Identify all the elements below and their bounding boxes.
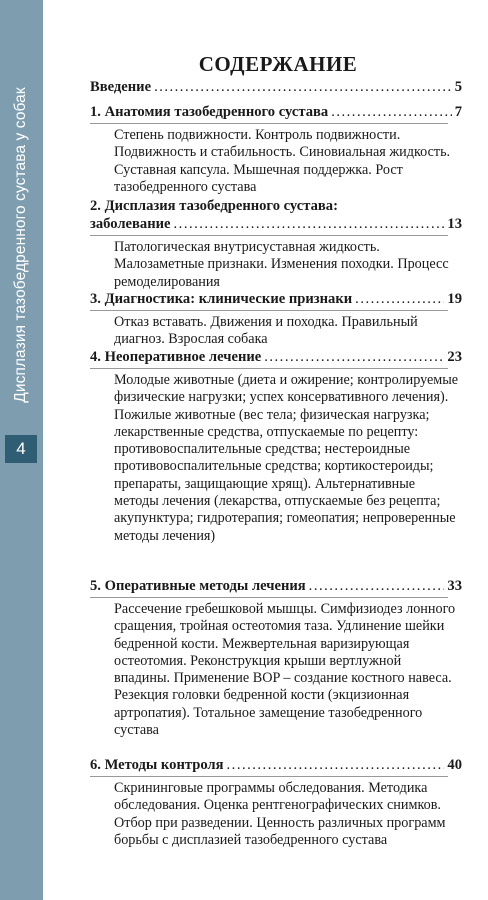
divider: [90, 235, 448, 236]
toc-entry-title: Введение: [90, 79, 152, 95]
dot-leader: [309, 577, 445, 595]
toc-entry-title: 4. Неоперативное лечение: [90, 349, 262, 365]
divider: [90, 123, 448, 124]
dot-leader: [154, 78, 452, 96]
divider: [90, 368, 448, 369]
toc-entry-description: Отказ вставать. Движения и походка. Правильный диагноз. Взрослая собака: [114, 314, 418, 348]
toc-entry-title: 6. Методы контроля: [90, 757, 224, 773]
toc-entry-page: 5: [454, 79, 462, 95]
toc-entry-title: 5. Оперативные методы лечения: [90, 578, 306, 594]
page-number: 4: [5, 435, 37, 463]
toc-entry-title: 3. Диагностика: клинические признаки: [90, 291, 353, 307]
divider: [90, 597, 448, 598]
dot-leader: [355, 290, 444, 308]
toc-entry: [90, 78, 462, 96]
toc-entry-title: 2. Дисплазия тазобедренного сустава:: [90, 198, 338, 214]
running-title: Дисплазия тазобедренного сустава у собак: [12, 87, 29, 403]
dot-leader: [331, 103, 452, 121]
toc-entry-page: 40: [447, 757, 462, 773]
toc-entry-description: Степень подвижности. Контроль подвижности. Подвижность и стабильность. Синовиальная жидкость. Суставная капсула. Мышечная поддержка. Рост тазобедренного сустава: [114, 127, 451, 195]
toc-entry-page: 7: [454, 104, 462, 120]
toc-entry-page: 23: [447, 349, 462, 365]
dot-leader: [264, 348, 444, 366]
toc-entry-title: 1. Анатомия тазобедренного сустава: [90, 104, 329, 120]
toc-entry-description: Рассечение гребешковой мышцы. Симфизиодез лонного сращения, тройная остеотомия таза. Удлинение шейки бедренной кости. Межвертельная варизирующая остеотомия. Реконструкция крыши вертлужной впадины. Применение BOP – создание костного навеса. Резекция головки бедренной кости (экцизионная артропатия). Тотальное замещение тазобедренного сустава: [114, 601, 456, 739]
toc-entry: [90, 348, 462, 545]
toc-entry: [90, 103, 462, 196]
toc-entry-page: 19: [447, 291, 462, 307]
side-strip: [0, 0, 43, 900]
toc-entry-description: Молодые животные (диета и ожирение; контролируемые физические нагрузки; успех консервативного лечения). Пожилые животные (вес тела; физическая нагрузка; лекарственные средства, отпускаемые по рецепту: противовоспалительные средства; нестероидные противовоспалительные средства; кортикостероиды; препараты, защищающие хрящ). Альтернативные методы лечения (лекарства, отпускаемые без рецепта; акупунктура; гидротерапия; гомеопатия; непроверенные методы лечения): [114, 372, 459, 544]
toc-entry: [90, 577, 462, 739]
divider: [90, 776, 448, 777]
toc-entry-description: Скрининговые программы обследования. Методика обследования. Оценка рентгенографических снимков. Отбор при разведении. Ценность различных программ борьбы с дисплазией тазобедренного сустава: [114, 780, 446, 848]
toc-entry: [90, 756, 462, 849]
toc-entry: [90, 290, 462, 349]
toc-entry-page: 33: [447, 578, 462, 594]
dot-leader: [227, 756, 445, 774]
toc-entry-description: Патологическая внутрисуставная жидкость. Малозаметные признаки. Изменения походки. Процесс ремоделирования: [114, 239, 449, 290]
dot-leader: [174, 215, 445, 233]
toc-entry: [90, 197, 462, 291]
toc-entry-page: 13: [447, 216, 462, 232]
divider: [90, 310, 448, 311]
toc-entry-title-continued: заболевание: [90, 216, 171, 232]
page-title: СОДЕРЖАНИЕ: [198, 52, 358, 76]
